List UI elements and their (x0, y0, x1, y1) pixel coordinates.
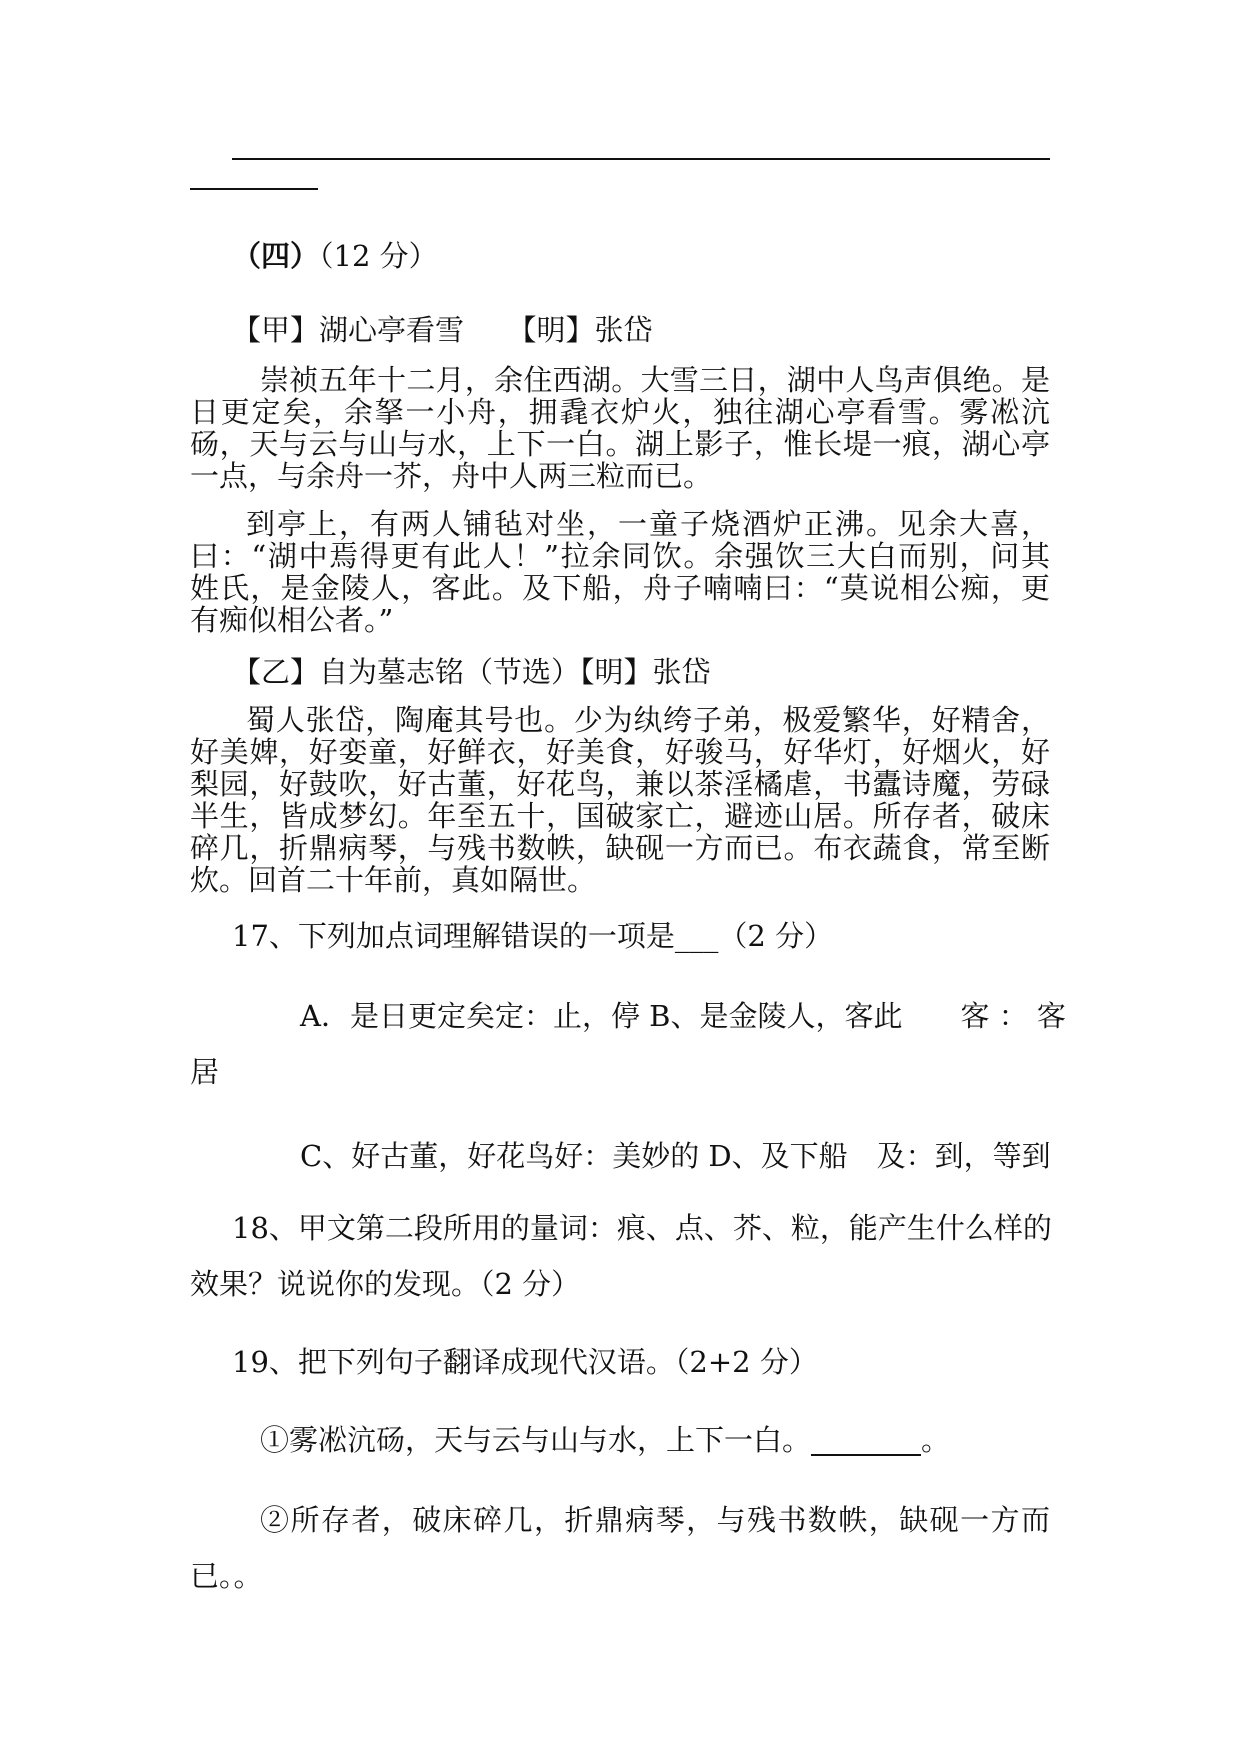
passage-a-p1-line: 日更定矣，余拏一小舟，拥毳衣炉火，独往湖心亭看雪。雾凇沆 (190, 395, 1050, 429)
question-17-options-cd: C、好古董，好花鸟好：美妙的 D、及下船 及：到，等到 (300, 1139, 1051, 1173)
answer-blank[interactable] (811, 1432, 921, 1456)
passage-a-p2-line: 有痴似相公者。” (190, 603, 394, 637)
sentence-1-end: 。 (921, 1423, 951, 1457)
passage-b-p1-line: 碎几，折鼎病琴，与残书数帙，缺砚一方而已。布衣蔬食，常至断 (190, 831, 1050, 865)
passage-a-title: 【甲】湖心亭看雪 【明】张岱 (232, 313, 653, 347)
question-17-options-ab-wrap: 居 (190, 1055, 220, 1089)
sentence-1-text: ①雾凇沆砀，天与云与山与水，上下一白。 (260, 1423, 812, 1457)
passage-a-p2-line: 姓氏，是金陵人，客此。及下船，舟子喃喃曰：“莫说相公痴，更 (190, 571, 1050, 605)
question-19-sentence-2-wrap: 已。。 (190, 1559, 263, 1593)
question-18-line: 18、甲文第二段所用的量词：痕、点、芥、粒，能产生什么样的 (232, 1211, 1052, 1245)
passage-a-p2-line: 曰：“湖中焉得更有此人！”拉余同饮。余强饮三大白而别，问其 (190, 539, 1050, 573)
question-18-line: 效果？说说你的发现。（2 分） (190, 1267, 581, 1301)
question-19-sentence-2: ②所存者，破床碎几，折鼎病琴，与残书数帙，缺砚一方而 (260, 1503, 1050, 1537)
passage-b-p1-line: 好美婢，好娈童，好鲜衣，好美食，好骏马，好华灯，好烟火，好 (190, 735, 1050, 769)
question-17-stem: 17、下列加点词理解错误的一项是___（2 分） (232, 919, 834, 953)
answer-rule-top (232, 158, 1050, 160)
question-19-sentence-1 (260, 1424, 1120, 1456)
section-score: （12 分） (319, 239, 438, 273)
question-17-options-ab: A．是日更定矣定：止，停 B、是金陵人，客此 客 ： 客 (300, 999, 1066, 1033)
passage-a-p2-line: 到亭上，有两人铺毡对坐，一童子烧酒炉正沸。见余大喜， (246, 507, 1050, 541)
section-label: （四） (232, 239, 320, 273)
answer-rule-short (190, 188, 318, 190)
passage-b-p1-line: 半生，皆成梦幻。年至五十，国破家亡，避迹山居。所存者，破床 (190, 799, 1050, 833)
section-heading (232, 240, 1092, 272)
passage-a-p1-line: 一点，与余舟一芥，舟中人两三粒而已。 (190, 459, 713, 493)
passage-b-title: 【乙】自为墓志铭（节选）【明】张岱 (232, 655, 711, 689)
passage-b-p1-line: 炊。回首二十年前，真如隔世。 (190, 863, 597, 897)
passage-b-p1-line: 蜀人张岱，陶庵其号也。少为纨绔子弟，极爱繁华，好精舍， (246, 703, 1050, 737)
passage-a-p1-line: 崇祯五年十二月，余住西湖。大雪三日，湖中人鸟声俱绝。是 (260, 363, 1050, 397)
passage-b-p1-line: 梨园，好鼓吹，好古董，好花鸟，兼以茶淫橘虐，书蠹诗魔，劳碌 (190, 767, 1050, 801)
passage-a-p1-line: 砀，天与云与山与水，上下一白。湖上影子，惟长堤一痕，湖心亭 (190, 427, 1050, 461)
question-19-stem: 19、把下列句子翻译成现代汉语。（2+2 分） (232, 1345, 818, 1379)
